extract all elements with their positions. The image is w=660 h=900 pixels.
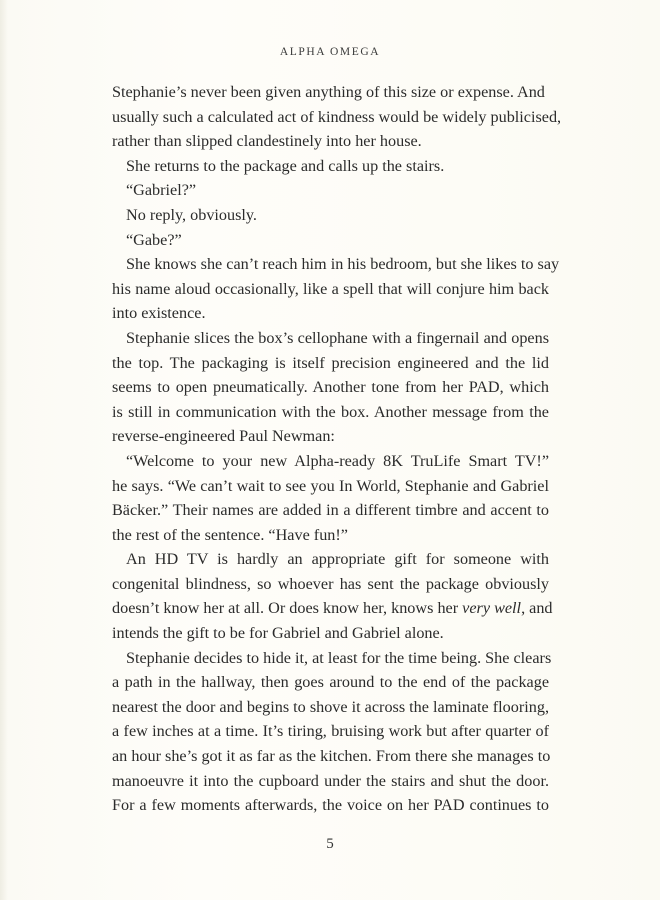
text-line: intends the gift to be for Gabriel and Gabriel alone. bbox=[112, 624, 444, 643]
emphasis-text: very well bbox=[462, 599, 522, 618]
text-line: “Gabe?” bbox=[126, 230, 182, 249]
text-fragment: , and bbox=[521, 599, 553, 618]
text-line: No reply, obviously. bbox=[126, 205, 257, 224]
text-line-with-emphasis bbox=[112, 596, 553, 621]
text-line: Stephanie slices the box’s cellophane with a fingernail and opens bbox=[126, 328, 549, 347]
text-line: a few inches at a time. It’s tiring, bruising work but after quarter of bbox=[112, 722, 549, 741]
body-text bbox=[112, 80, 562, 818]
text-line: into existence. bbox=[112, 304, 206, 323]
text-line: She returns to the package and calls up the stairs. bbox=[126, 156, 445, 175]
text-line: congenital blindness, so whoever has sent the package obviously bbox=[112, 574, 549, 593]
text-line: nearest the door and begins to shove it across the laminate flooring, bbox=[112, 697, 549, 716]
text-line: the rest of the sentence. “Have fun!” bbox=[112, 525, 348, 544]
text-line: “Welcome to your new Alpha-ready 8K TruLife Smart TV!” bbox=[126, 451, 549, 470]
text-line: reverse-engineered Paul Newman: bbox=[112, 427, 335, 446]
text-line: “Gabriel?” bbox=[126, 181, 197, 200]
text-line: rather than slipped clandestinely into her house. bbox=[112, 132, 422, 151]
text-line: his name aloud occasionally, like a spell that will conjure him back bbox=[112, 279, 549, 298]
text-line: seems to open pneumatically. Another tone from her PAD, which bbox=[112, 378, 549, 397]
text-line: Bäcker.” Their names are added in a different timbre and accent to bbox=[112, 501, 549, 520]
text-line: he says. “We can’t wait to see you In World, Stephanie and Gabriel bbox=[112, 476, 549, 495]
text-line: manoeuvre it into the cupboard under the stairs and shut the door. bbox=[112, 771, 549, 790]
text-line: An HD TV is hardly an appropriate gift for someone with bbox=[126, 550, 549, 569]
text-line: She knows she can’t reach him in his bedroom, but she likes to say bbox=[126, 255, 560, 274]
text-line: usually such a calculated act of kindness would be widely publicised, bbox=[112, 107, 562, 126]
page-number: 5 bbox=[326, 836, 334, 852]
text-line: a path in the hallway, then goes around to the end of the package bbox=[112, 673, 549, 692]
text-fragment: doesn’t know her at all. Or does know her, knows her bbox=[112, 599, 463, 618]
page-gutter-shadow bbox=[0, 0, 8, 900]
text-line: Stephanie decides to hide it, at least for the time being. She clears bbox=[126, 648, 552, 667]
running-head: ALPHA OMEGA bbox=[279, 46, 381, 58]
text-line: the top. The packaging is itself precision engineered and the lid bbox=[112, 353, 549, 372]
text-line: an hour she’s got it as far as the kitchen. From there she manages to bbox=[112, 747, 551, 766]
text-line: is still in communication with the box. Another message from the bbox=[112, 402, 549, 421]
text-line: For a few moments afterwards, the voice on her PAD continues to bbox=[112, 796, 549, 815]
text-line: Stephanie’s never been given anything of this size or expense. And bbox=[112, 83, 545, 101]
